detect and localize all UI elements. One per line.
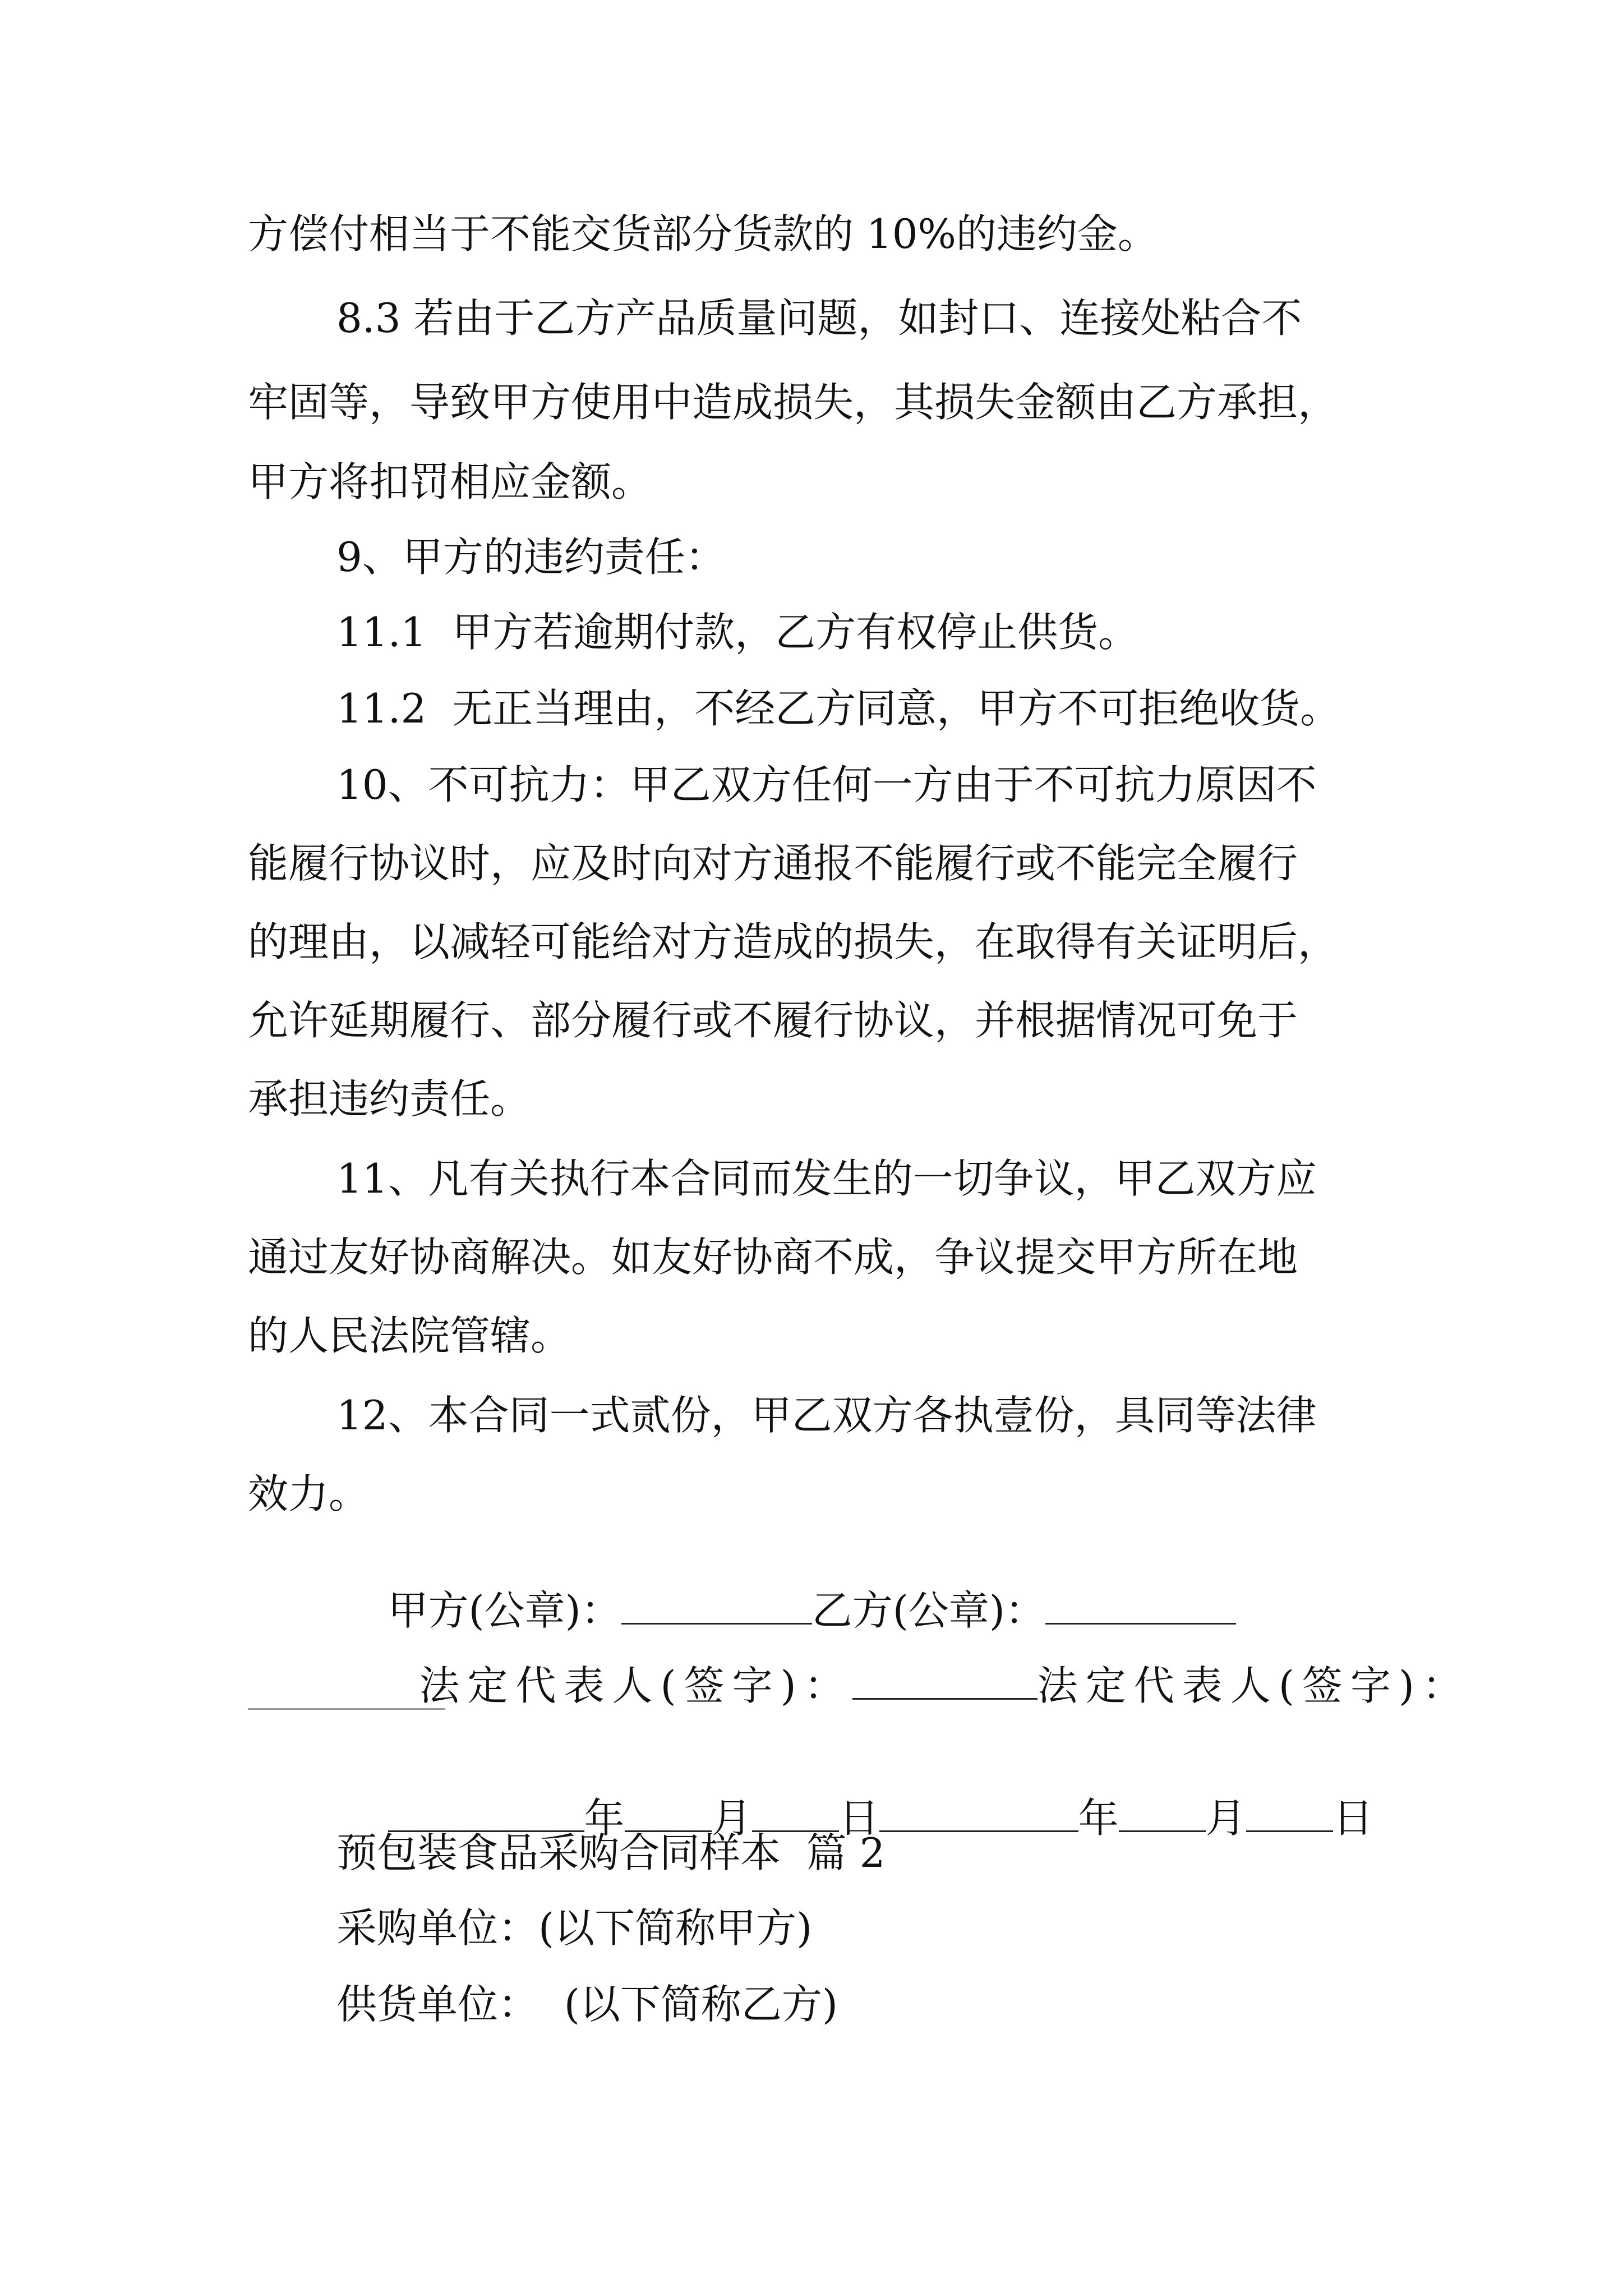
legal-rep-a-blank: [852, 1665, 1038, 1700]
legal-rep-signature-row: [336, 1625, 1470, 1746]
clause-9-heading: 9、甲方的违约责任：: [336, 533, 726, 581]
year-blank-b: [879, 1798, 1078, 1832]
paragraph-line: 通过友好协商解决。如友好协商不成，争议提交甲方所在地: [248, 1234, 1298, 1281]
month-blank-b: [1119, 1798, 1206, 1832]
year-label-b: 年: [1078, 1795, 1119, 1842]
month-label-a: 月: [711, 1795, 752, 1842]
clause-10-line: 10、不可抗力：甲乙双方任何一方由于不可抗力原因不: [336, 761, 1317, 808]
party-b-seal-blank: [1045, 1590, 1236, 1625]
party-b-seal-label: 乙方(公章)：: [811, 1587, 1045, 1634]
clause-11-1-line: 11.1 甲方若逾期付款，乙方有权停止供货。: [336, 609, 1139, 656]
paragraph-line: 效力。: [248, 1470, 370, 1517]
paragraph-line: 方偿付相当于不能交货部分货款的 10%的违约金。: [248, 210, 1158, 257]
day-label-a: 日: [838, 1795, 879, 1842]
clause-8-3-line: 8.3 若由于乙方产品质量问题，如封口、连接处粘合不: [336, 295, 1302, 342]
clause-11-line: 11、凡有关执行本合同而发生的一切争议，甲乙双方应: [336, 1155, 1317, 1202]
paragraph-line: 承担违约责任。: [248, 1075, 531, 1122]
paragraph-line: 牢固等，导致甲方使用中造成损失，其损失金额由乙方承担，: [248, 379, 1339, 426]
party-a-seal-label: 甲方(公章)：: [388, 1587, 621, 1634]
paragraph-line: 允许延期履行、部分履行或不履行协议，并根据情况可免于: [248, 997, 1298, 1044]
supplier-line: 供货单位： (以下简称乙方): [336, 1981, 838, 2028]
year-blank-a: [388, 1798, 584, 1832]
day-blank-a: [752, 1798, 839, 1832]
paragraph-line: 的理由，以减轻可能给对方造成的损失，在取得有关证明后，: [248, 918, 1339, 965]
day-blank-b: [1246, 1798, 1333, 1832]
paragraph-line: 甲方将扣罚相应金额。: [248, 458, 652, 505]
buyer-line: 采购单位：(以下简称甲方): [336, 1904, 813, 1952]
year-label-a: 年: [584, 1795, 625, 1842]
paragraph-line: 能履行协议时，应及时向对方通报不能履行或不能完全履行: [248, 840, 1298, 887]
section-2-title: 预包装食品采购合同样本 篇 2: [336, 1829, 886, 1876]
paragraph-line: 的人民法院管辖。: [248, 1312, 571, 1359]
legal-rep-a-label: 法定代表人(签字)：: [419, 1662, 852, 1709]
clause-12-line: 12、本合同一式贰份，甲乙双方各执壹份，具同等法律: [336, 1392, 1317, 1439]
day-label-b: 日: [1332, 1795, 1373, 1842]
clause-11-2-line: 11.2 无正当理由，不经乙方同意，甲方不可拒绝收货。: [336, 685, 1341, 732]
month-blank-a: [625, 1798, 712, 1832]
party-a-seal-blank: [621, 1590, 812, 1625]
month-label-b: 月: [1205, 1795, 1246, 1842]
legal-rep-b-label: 法定代表人(签字)：: [1037, 1662, 1470, 1709]
legal-rep-b-blank: [248, 1708, 445, 1710]
